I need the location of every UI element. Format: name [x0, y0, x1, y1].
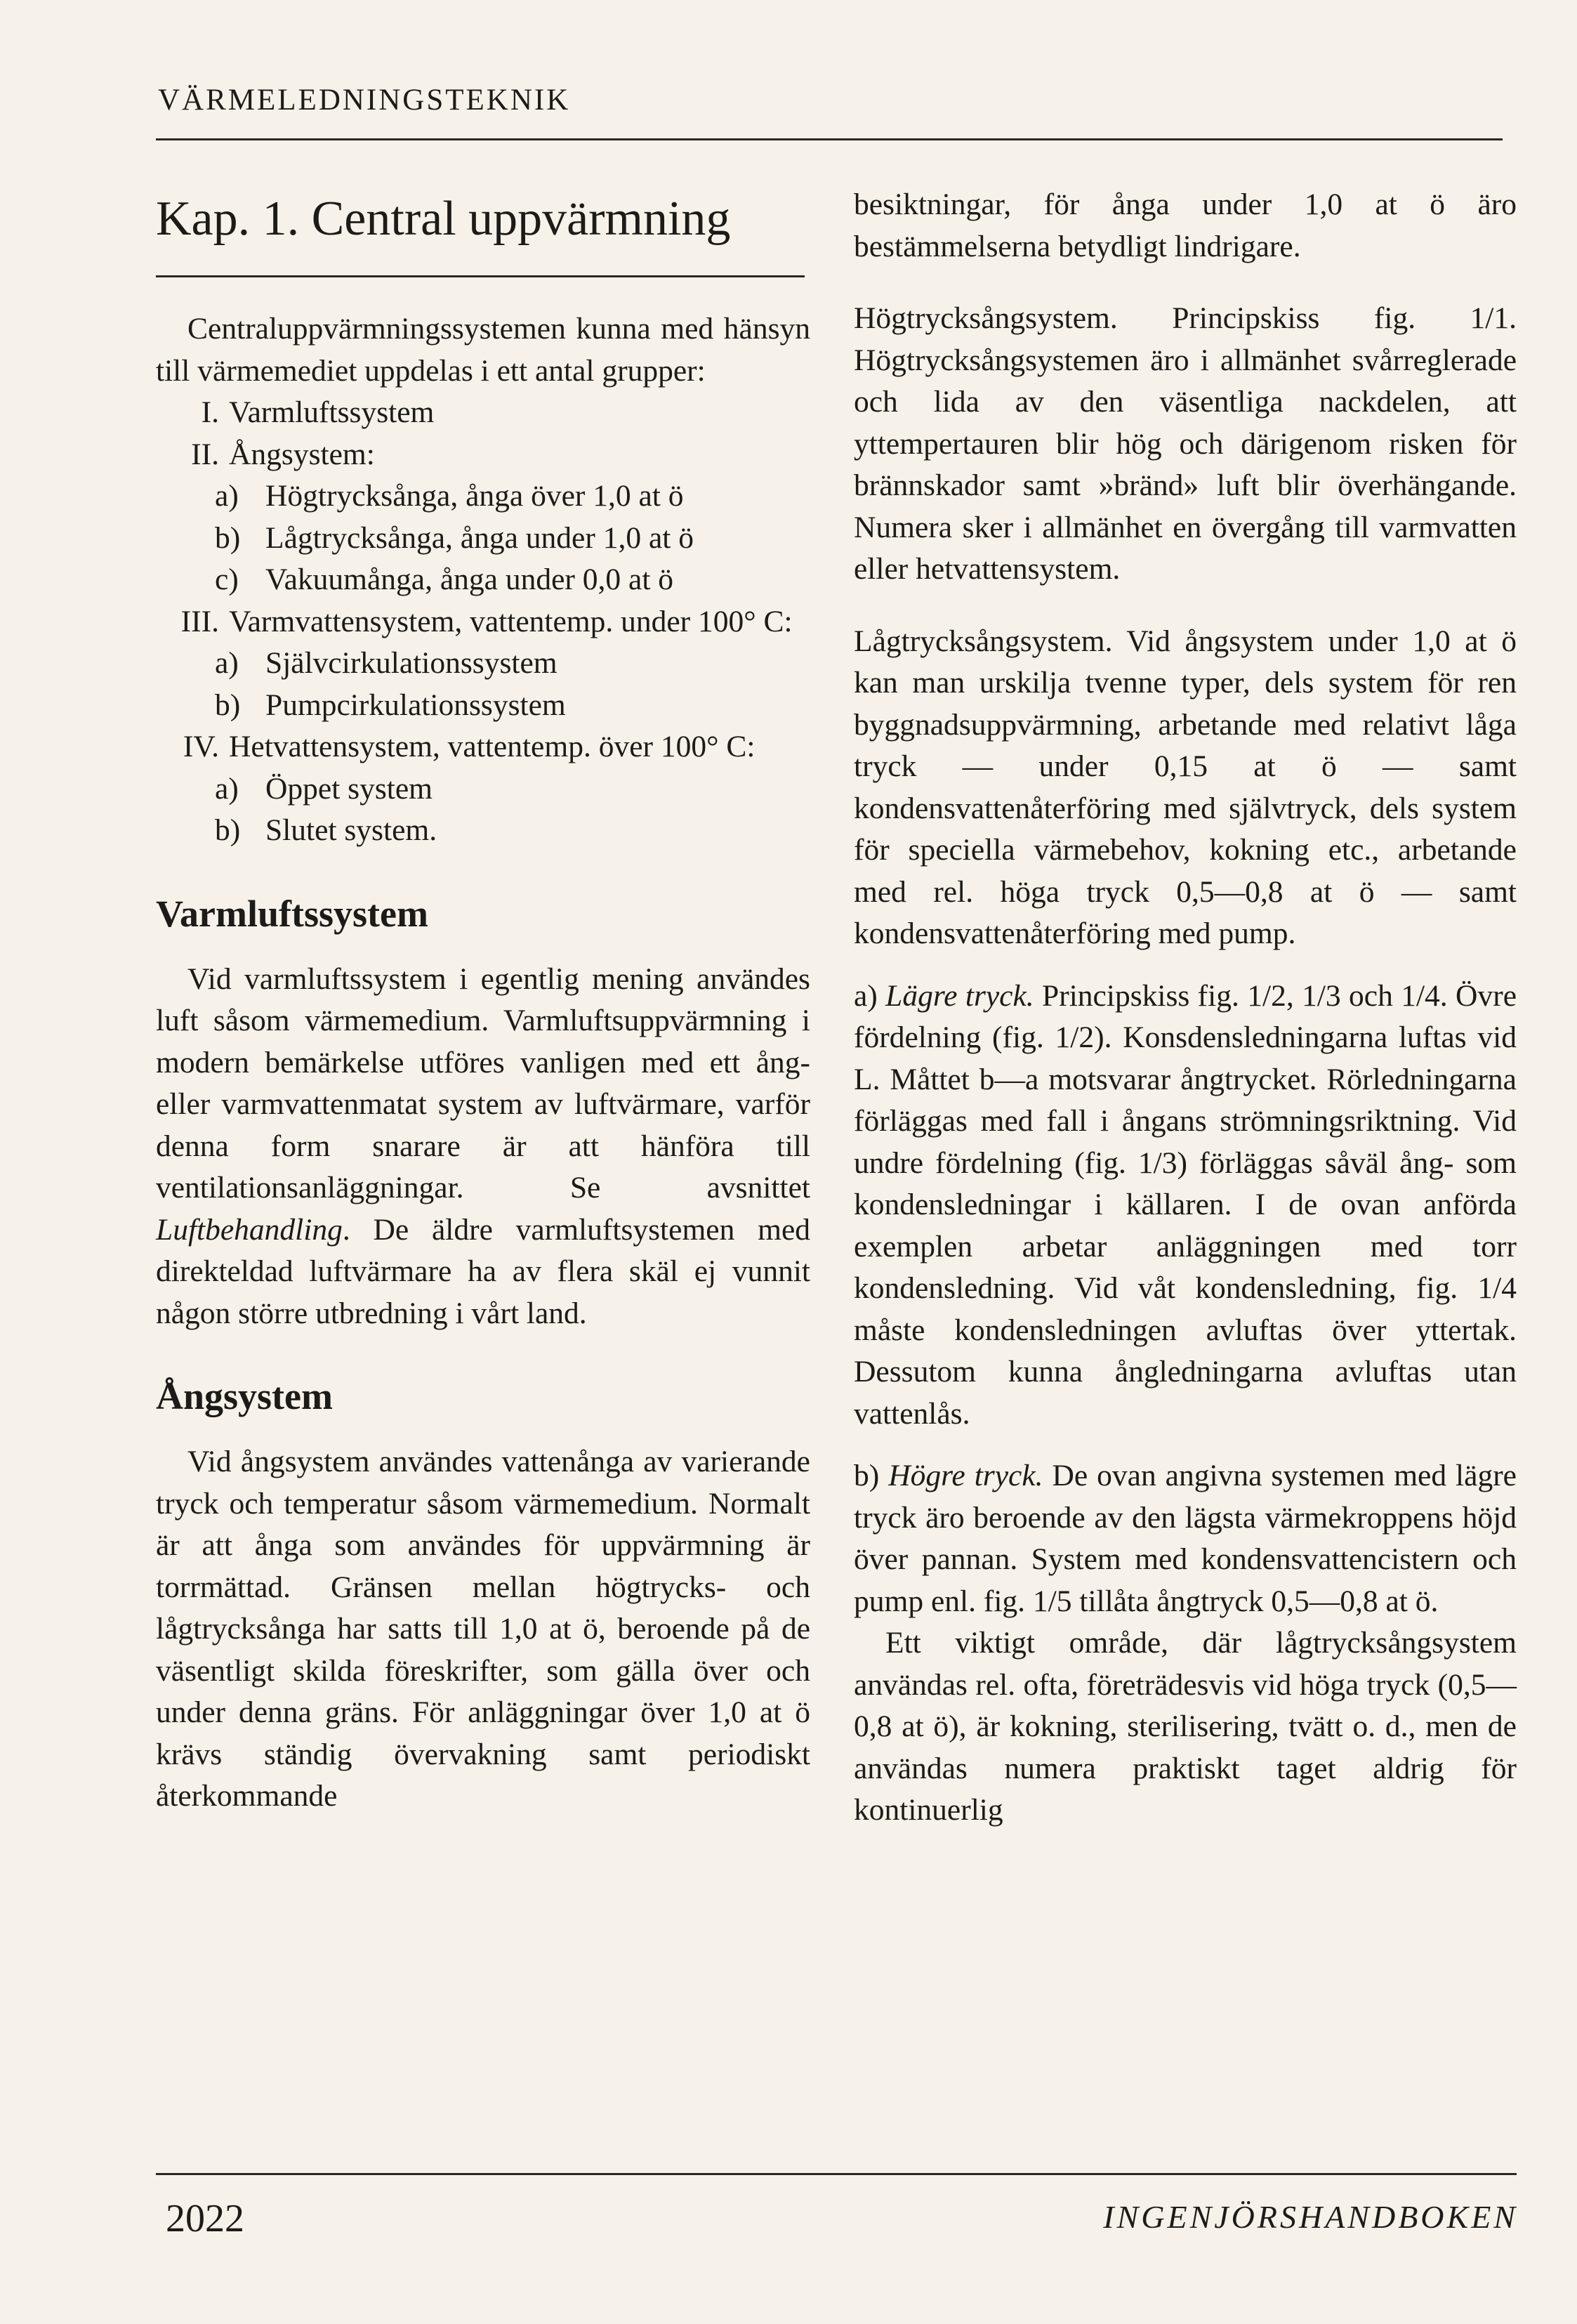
viktigt-omrade-paragraph: Ett viktigt område, där lågtrycksångsystem användas rel. ofta, företrädesvis vid höga tryck (0,5—0,8 at ö), är kokning, sterilisering, tvätt o. d., men de användas numera praktiskt taget aldrig för kontinuerlig [854, 1626, 1517, 1827]
footer-rule [156, 2173, 1517, 2175]
subitem-text: Självcirkulationssystem [265, 646, 557, 680]
subitem-letter: b) [215, 813, 241, 847]
hogtryck-paragraph: Högtrycksångsystem. Principskiss fig. 1/1. Högtrycksångsystemen äro i allmänhet svårreglerade och lida av den väsentliga nackdelen, att yttempertauren blir hög och därigenom risken för brännskador samt »bränd» luft blir överhängande. Numera sker i allmänhet en övergång till varmvatten eller hetvattensystem. [854, 301, 1517, 586]
list-item [156, 434, 810, 476]
subitem-text: Lågtrycksånga, ånga under 1,0 at ö [265, 520, 694, 555]
cross-reference: Luftbehandling [156, 1212, 343, 1247]
subitem-letter: a) [215, 479, 239, 513]
page-number: 2022 [166, 2197, 244, 2240]
left-column [156, 190, 810, 1818]
chapter-title: Kap. 1. Central uppvärmning [156, 192, 731, 246]
subitem-text: Öppet system [265, 771, 433, 806]
group-label: Varmluftssystem [229, 395, 435, 429]
group-numeral: III. [180, 604, 219, 638]
subheading-italic: Lägre tryck. [885, 978, 1034, 1013]
list-subitem [156, 518, 810, 560]
subitem-text: Högtrycksånga, ånga över 1,0 at ö [265, 479, 684, 513]
header-rule [156, 138, 1503, 140]
lagtryck-paragraph: Lågtrycksångsystem. Vid ångsystem under 1,0 at ö kan man urskilja tvenne typer, dels system för ren byggnadsuppvärmning, arbetande med relativt låga tryck — under 0,15 at ö — samt kondensvattenåterföring med självtryck, dels system för speciella värmebehov, kokning etc., arbetande med rel. höga tryck 0,5—0,8 at ö — samt kondensvattenåterföring med pump. [854, 624, 1517, 950]
group-numeral: II. [191, 437, 219, 471]
subitem-letter: c) [215, 563, 239, 596]
group-label: Hetvattensystem, vattentemp. över 100° C: [229, 730, 755, 763]
section-heading-angsystem: Ångsystem [156, 1375, 333, 1417]
subitem-letter: a) [215, 646, 239, 680]
section-heading-varmluft: Varmluftssystem [156, 892, 428, 935]
lagre-tryck-paragraph: a) Lägre tryck. Principskiss fig. 1/2, 1/3 och 1/4. Övre fördelning (fig. 1/2). Konsdensledningarna luftas vid L. Måttet b—a motsvarar ångtrycket. Rörledningarna förläggas med fall i ångans strömningsriktning. Vid undre fördelning (fig. 1/3) förläggas såväl ång- som kondensledningar i källaren. I de ovan anförda exemplen arbetar anläggningen med torr kondensledning. Vid våt kondensledning, fig. 1/4 måste kondensledningen avluftas över yttertak. Dessutom kunna ångledningarna avluftas utan vattenlås. [854, 978, 1517, 1431]
book-title: INGENJÖRSHANDBOKEN [1103, 2199, 1518, 2235]
list-subitem [156, 475, 810, 518]
list-subitem [156, 768, 810, 810]
list-item [156, 392, 810, 434]
subitem-text: Pumpcirkulationssystem [265, 688, 566, 722]
list-subitem [156, 643, 810, 685]
angsystem-paragraph: Vid ångsystem användes vattenånga av varierande tryck och temperatur såsom värmemedium. Normalt är att ånga som användes för uppvärmning är torrmättad. Gränsen mellan högtrycks- och lågtrycksånga har satts till 1,0 at ö, beroende på de väsentligt skilda föreskrifter, som gälla över och under denna gräns. För anläggningar över 1,0 at ö krävs ständig övervakning samt periodiskt återkommande [156, 1445, 810, 1813]
list-subitem [156, 685, 810, 727]
subitem-letter: b) [215, 688, 241, 722]
subitem-letter: a) [215, 771, 239, 806]
chapter-title-rule [156, 275, 805, 277]
group-numeral: I. [201, 395, 219, 429]
subitem-letter: b) [215, 520, 241, 555]
continuation-paragraph: besiktningar, för ånga under 1,0 at ö äro bestämmelserna betydligt lindrigare. [854, 188, 1517, 263]
paragraph-lead: Lågtrycksångsystem. [854, 624, 1113, 658]
running-header: VÄRMELEDNINGSTEKNIK [158, 84, 571, 117]
group-label: Ångsystem: [229, 437, 375, 471]
list-item [156, 601, 810, 643]
hogre-tryck-paragraph: b) Högre tryck. De ovan angivna systemen med lägre tryck äro beroende av den lägsta värmekroppens höjd över pannan. System med kondensvattencistern och pump enl. fig. 1/5 tillåta ångtryck 0,5—0,8 at ö. [854, 1459, 1517, 1618]
group-numeral: IV. [183, 730, 219, 763]
list-subitem [156, 810, 810, 852]
right-column [854, 184, 1517, 1832]
paragraph-lead: Högtrycksångsystem. [854, 301, 1118, 335]
group-label: Varmvattensystem, vattentemp. under 100° C: [229, 604, 793, 638]
subitem-text: Slutet system. [265, 813, 437, 847]
subitem-text: Vakuumånga, ånga under 0,0 at ö [265, 563, 674, 596]
list-subitem [156, 559, 810, 601]
varmluft-paragraph: Vid varmluftssystem i egentlig mening användes luft såsom värmemedium. Varmluftsuppvärmning i modern bemärkelse utföres vanligen med ett ång- eller varmvattenmatat system av luftvärmare, varför denna form snarare är att hänföra till ventilationsanläggningar. Se avsnittet Luftbehandling. De äldre varmluftsystemen med direkteldad luftvärmare ha av flera skäl ej vunnit någon större utbredning i vårt land. [156, 961, 810, 1330]
system-groups-list [156, 392, 810, 852]
intro-paragraph: Centraluppvärmningssystemen kunna med hänsyn till värmemediet uppdelas i ett antal grupper: [156, 312, 810, 388]
list-item [156, 726, 810, 768]
subheading-italic: Högre tryck. [888, 1459, 1043, 1492]
